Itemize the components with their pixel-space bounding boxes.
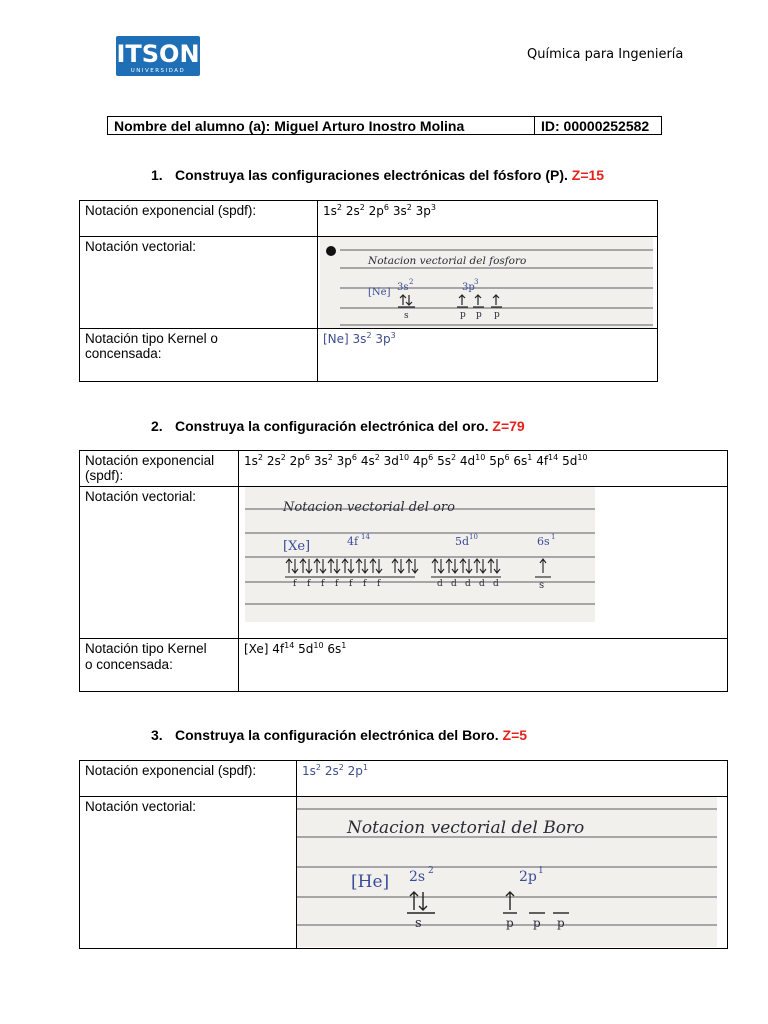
hw-sublabel: d (451, 579, 457, 589)
hw-orbital-2s: 2s (409, 869, 426, 885)
phosphorus-table (79, 200, 658, 382)
hw-sublabel: d (465, 579, 471, 589)
hw-exp: 1 (538, 866, 544, 876)
value-exponential: $1s^2$ $2s^2$ $2p^1$ (297, 761, 728, 797)
question-text: Construya las configuraciones electrónicas del fósforo (P). (175, 167, 568, 183)
boron-table (79, 760, 728, 949)
handwritten-photo (320, 237, 653, 328)
hw-title: Notacion vectorial del Boro (347, 818, 585, 838)
hw-exp: 2 (428, 866, 434, 876)
hw-sublabel: f (335, 579, 339, 589)
hw-sublabel: p (557, 916, 565, 930)
hw-sublabel: d (479, 579, 485, 589)
question-text: Construya la configuración electrónica del Boro. (175, 727, 499, 743)
hw-title: Notacion vectorial del oro (283, 500, 455, 515)
student-id: ID: 00000252582 (535, 117, 662, 135)
hw-exp: 10 (469, 533, 478, 541)
value-kernel: [Xe] $4f^{14}$ $5d^{10}$ $6s^1$ (239, 639, 728, 692)
label-kernel: Notación tipo Kernel o concensada: (80, 639, 239, 692)
label-exponential: Notación exponencial (spdf): (80, 451, 239, 487)
hw-sublabel: p (494, 310, 500, 320)
question-3 (151, 727, 527, 743)
atomic-number: Z=79 (492, 418, 525, 434)
hw-sublabel: f (349, 579, 353, 589)
hw-sublabel: p (476, 310, 482, 320)
hw-sublabel: p (506, 916, 514, 930)
hw-exp: 14 (361, 533, 370, 541)
label-vectorial: Notación vectorial: (80, 487, 239, 639)
hw-sublabel: f (321, 579, 325, 589)
hw-sublabel: f (307, 579, 311, 589)
gold-table (79, 450, 728, 692)
hw-sublabel: p (460, 310, 466, 320)
hw-orbital-6s: 6s (537, 535, 550, 548)
question-text: Construya la configuración electrónica del oro. (175, 418, 489, 434)
hw-sublabel: s (539, 580, 545, 591)
question-number: 3. (151, 727, 163, 743)
hw-sublabel: p (533, 916, 541, 930)
question-1 (151, 167, 604, 183)
hw-sublabel: s (415, 916, 422, 931)
hw-sublabel: d (493, 579, 499, 589)
vectorial-photo-cell (318, 237, 658, 329)
hw-orbital-3p: 3p (462, 282, 475, 293)
hw-core: [Ne] (368, 287, 391, 298)
hw-core: [Xe] (283, 539, 311, 554)
hw-orbital-5d: 5d (455, 535, 470, 548)
hw-sublabel: f (293, 579, 297, 589)
label-exponential: Notación exponencial (spdf): (80, 201, 318, 237)
itson-logo (116, 36, 200, 76)
question-number: 2. (151, 418, 163, 434)
question-number: 1. (151, 167, 163, 183)
hw-title: Notacion vectorial del fosforo (368, 255, 527, 267)
hw-sublabel: f (363, 579, 367, 589)
label-vectorial: Notación vectorial: (80, 797, 297, 949)
atomic-number: Z=5 (502, 727, 528, 743)
handwritten-photo (245, 487, 595, 622)
label-exponential: Notación exponencial (spdf): (80, 761, 297, 797)
hw-orbital-2p: 2p (519, 869, 537, 885)
vectorial-photo-cell (239, 487, 728, 639)
atomic-number: Z=15 (571, 167, 605, 183)
hw-exp: 2 (409, 278, 414, 286)
student-name: Nombre del alumno (a): Miguel Arturo Inostro Molina (108, 117, 535, 135)
question-2 (151, 418, 525, 434)
hw-orbital-3s: 3s (397, 282, 409, 293)
student-info-table (107, 116, 662, 135)
hw-exp: 1 (551, 533, 556, 541)
hw-sublabel: d (437, 579, 443, 589)
hw-sublabel: f (377, 579, 381, 589)
value-exponential: $1s^2$ $2s^2$ $2p^6$ $3s^2$ $3p^3$ (318, 201, 658, 237)
value-exponential: $1s^2$ $2s^2$ $2p^6$ $3s^2$ $3p^6$ $4s^2$ $3d^{10}$ $4p^6$ $5s^2$ $4d^{10}$ $5p^6$ $6s^1$ $4f^{14}$ $5d^{10}$ (239, 451, 728, 487)
hw-exp: 3 (474, 278, 479, 286)
hw-orbital-4f: 4f (347, 535, 359, 548)
value-kernel: [Ne] $3s^2$ $3p^3$ (318, 329, 658, 382)
hw-core: [He] (351, 872, 390, 892)
label-vectorial: Notación vectorial: (80, 237, 318, 329)
vectorial-photo-cell (297, 797, 728, 949)
logo-text: ITSON (116, 40, 200, 68)
label-kernel: Notación tipo Kernel o concensada: (80, 329, 318, 382)
hw-sublabel: s (404, 311, 409, 321)
course-title: Química para Ingeniería (527, 47, 684, 62)
logo-subtext: UNIVERSIDAD (130, 68, 186, 74)
handwritten-photo (297, 797, 717, 947)
